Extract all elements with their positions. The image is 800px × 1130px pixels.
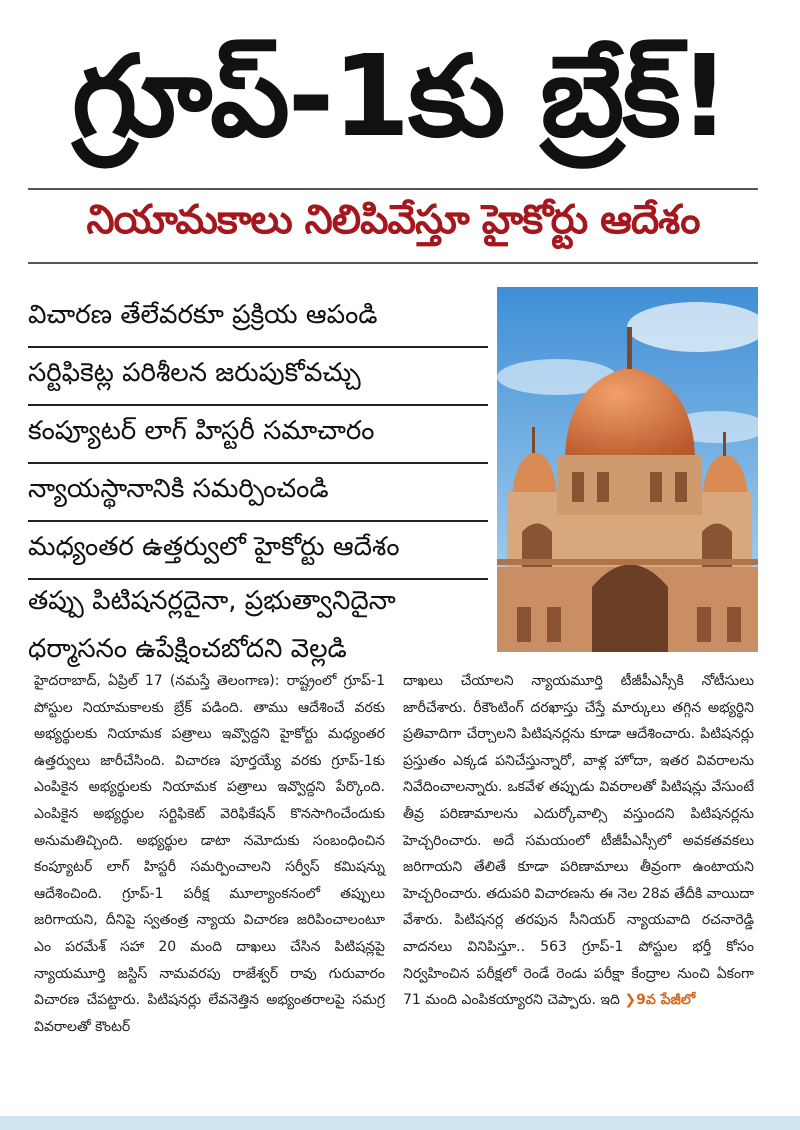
article-body: [34, 668, 754, 1040]
subheadline: నియామకాలు నిలిపివేస్తూ హైకోర్టు ఆదేశం: [86, 197, 700, 243]
headline: గ్రూప్-1కు బ్రేక్!: [72, 36, 728, 162]
continued-label: 9వ పేజీలో: [636, 992, 696, 1009]
highlight-item: తప్పు పిటిషనర్లదైనా, ప్రభుత్వానిదైనా: [28, 586, 396, 616]
article-text: హైదరాబాద్, ఏప్రిల్ 17 (నమస్తే తెలంగాణ): రాష్ట్రంలో గ్రూప్-1 పోస్టుల నియామకాలకు బ్రేక్ పడింది. తాము ఆదేశించే వరకు అభ్యర్థులకు నియామక పత్రాలు ఇవ్వొద్దని హైకోర్టు మధ్యంతర ఉత్తర్వులు జారీచేసింది. విచారణ పూర్తయ్యే వరకు గ్రూప్-1కు ఎంపికైన అభ్యర్థులకు నియామక పత్రాలు ఇవ్వొద్దని పేర్కొంది. ఎంపికైన అభ్యర్థుల సర్టిఫికెట్ వెరిఫికేషన్ కొనసాగించేందుకు అనుమతిచ్చింది. అభ్యర్థుల డాటా నమోదుకు సంబంధించిన కంప్యూటర్ లాగ్ హిస్టరీ సమర్పించాలని సర్వీస్ కమిషన్ను ఆదేశించింది. గ్రూప్-1 పరీక్ష మూల్యాంకనంలో తప్పులు జరిగాయని, దీనిపై స్వతంత్ర న్యాయ విచారణ జరిపించాలంటూ ఎం పరమేశ్ సహా 20 మంది దాఖలు చేసిన పిటిషన్లపై న్యాయమూర్తి జస్టిస్ నామవరపు రాజేశ్వర్ రావు గురువారం విచారణ చేపట్టారు. పిటిషనర్లు లేవనెత్తిన అభ్యంతరాలపై సమగ్ర వివరాలతో కౌంటర్: [34, 673, 385, 1035]
footer-band: [0, 1116, 800, 1130]
highlight-item: సర్టిఫికెట్ల పరిశీలన జరుపుకోవచ్చు: [28, 348, 488, 406]
highlights-list: [28, 290, 488, 676]
continued-on-page-9-link[interactable]: ❯9వ పేజీలో: [624, 992, 696, 1009]
highlight-item: విచారణ తేలేవరకూ ప్రక్రియ ఆపండి: [28, 290, 488, 348]
article-text-continued: దాఖలు చేయాలని న్యాయమూర్తి టీజీపీఎస్సీకి నోటీసులు జారీచేశారు. రీకౌంటింగ్ దరఖాస్తు చేస్తే మార్కులు తగ్గిన అభ్యర్థిని ప్రతివాదిగా చేర్చాలని పిటిషనర్లను కూడా ఆదేశించారు. పిటిషనర్లు ప్రస్తుతం ఎక్కడ పనిచేస్తున్నారో, వాళ్ల హోదా, ఇతర వివరాలను నివేదించాలన్నారు. ఒకవేళ తప్పుడు వివరాలతో పిటిషన్లు వేసుంటే తీవ్ర పరిణామాలను ఎదుర్కోవాల్సి వస్తుందని పిటిషనర్లను హెచ్చరించారు. అదే సమయంలో టీజీపీఎస్సీలో అవకతవకలు జరిగాయని తేలితే కూడా పరిణామాలు తీవ్రంగా ఉంటాయని హెచ్చరించారు. తదుపరి విచారణను ఈ నెల 28వ తేదీకి వాయిదా వేశారు. పిటిషనర్ల తరపున సీనియర్ న్యాయవాది రచనారెడ్డి వాదనలు వినిపిస్తూ.. 563 గ్రూప్-1 పోస్టుల భర్తీ కోసం నిర్వహించిన పరీక్షలో రెండే రెండు పరీక్షా కేంద్రాల నుంచి ఏకంగా 71 మంది ఎంపికయ్యారని చెప్పారు. ఇది: [403, 673, 754, 1009]
divider-top: [28, 188, 758, 190]
highlight-item: ధర్మాసనం ఉపేక్షించబోదని వెల్లడి: [28, 634, 347, 664]
article-text: [403, 668, 754, 1014]
high-court-building-photo: [497, 287, 758, 652]
article-column-1: [34, 668, 385, 1040]
highlight-item: మధ్యంతర ఉత్తర్వులో హైకోర్టు ఆదేశం: [28, 522, 488, 580]
highlight-item: కంప్యూటర్ లాగ్ హిస్టరీ సమాచారం: [28, 406, 488, 464]
divider-bottom: [28, 262, 758, 264]
article-column-2: [403, 668, 754, 1040]
highlight-item: న్యాయస్థానానికి సమర్పించండి: [28, 464, 488, 522]
